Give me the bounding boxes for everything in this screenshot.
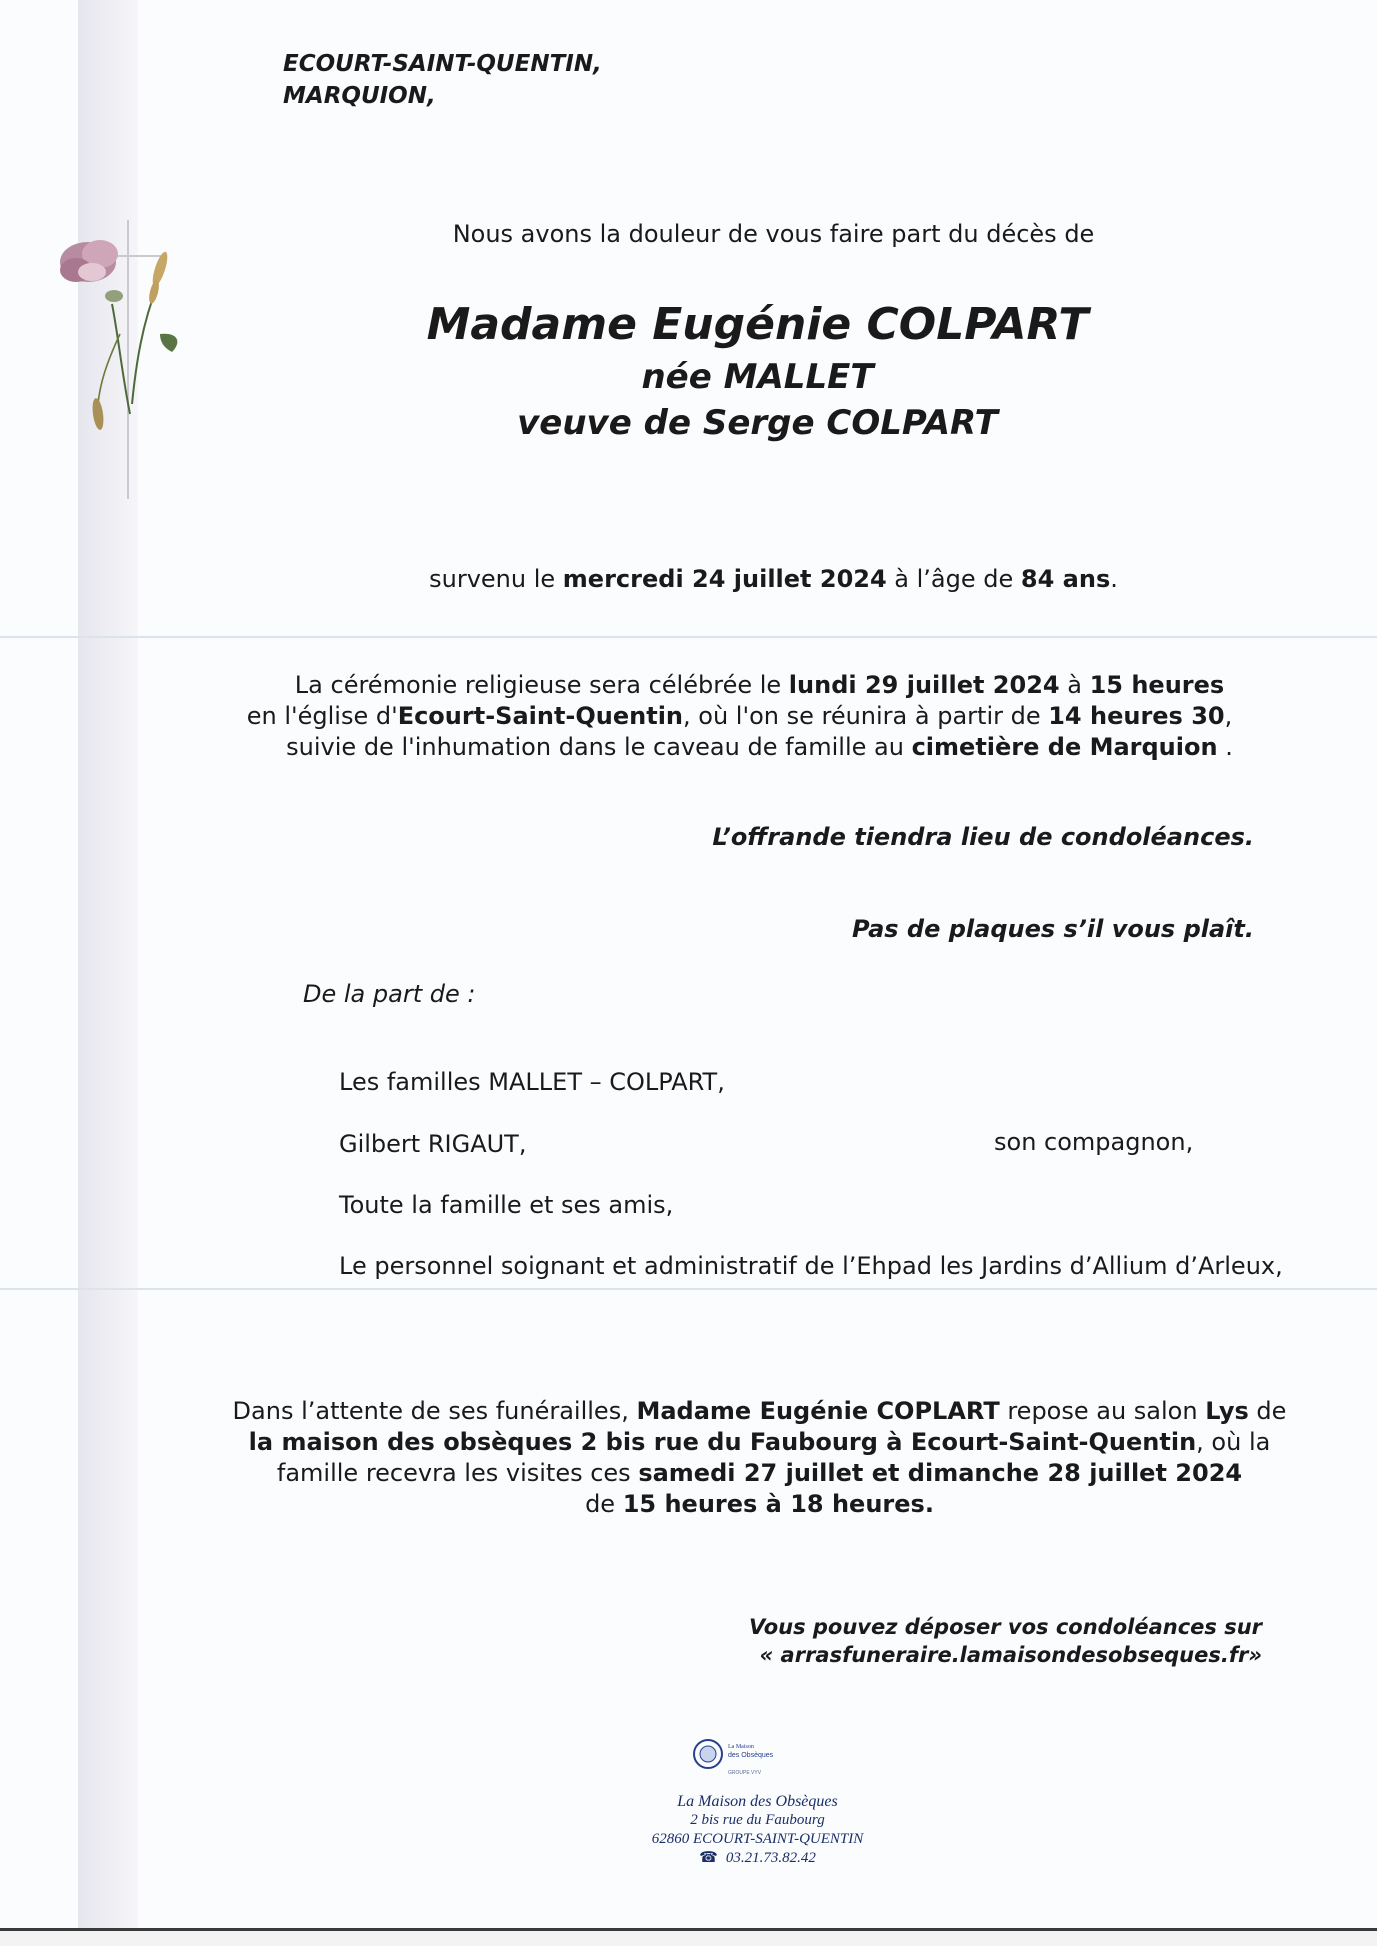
ceremony-text: à xyxy=(1059,671,1090,699)
no-plaques-note: Pas de plaques s’il vous plaît. xyxy=(852,915,1254,943)
ceremony-line-1 xyxy=(142,670,1377,701)
death-text: à l’âge de xyxy=(886,565,1021,593)
funeral-home-place: la maison des obsèques 2 bis rue du Faubourg à Ecourt-Saint-Quentin xyxy=(248,1428,1197,1456)
church-place: Ecourt-Saint-Quentin xyxy=(397,702,684,730)
from-family-friends: Toute la famille et ses amis, xyxy=(339,1191,674,1219)
logo-text-3: GROUPE VYV xyxy=(728,1770,762,1776)
death-date: mercredi 24 juillet 2024 xyxy=(562,565,887,593)
funeral-home-name: La Maison des Obsèques xyxy=(677,1793,838,1810)
condolences-note xyxy=(749,1613,1262,1669)
ceremony-time: 15 heures xyxy=(1089,671,1225,699)
offrande-note: L’offrande tiendra lieu de condoléances. xyxy=(712,823,1254,851)
town-marquion: MARQUION, xyxy=(283,83,436,109)
from-gilbert: Gilbert RIGAUT, xyxy=(339,1130,527,1158)
widow-of: veuve de Serge COLPART xyxy=(517,403,998,443)
death-age: 84 ans xyxy=(1020,565,1111,593)
funeral-home-logo xyxy=(692,1737,778,1781)
ceremony-text: La cérémonie religieuse sera célébrée le xyxy=(294,671,789,699)
ceremony-line-2 xyxy=(102,701,1377,732)
fold-line-bottom xyxy=(0,1288,1377,1290)
ceremony-text: . xyxy=(1217,733,1233,761)
death-statement xyxy=(0,565,1377,593)
death-text: . xyxy=(1110,565,1118,593)
condolences-website: « arrasfuneraire.lamaisondesobseques.fr» xyxy=(759,1643,1262,1667)
condolences-line-1: Vous pouvez déposer vos condoléances sur xyxy=(748,1615,1262,1639)
death-text: survenu le xyxy=(429,565,563,593)
ceremony-paragraph xyxy=(0,670,1377,763)
visitation-text: repose au salon xyxy=(999,1397,1206,1425)
gilbert-role: son compagnon, xyxy=(994,1128,1194,1156)
visitation-paragraph xyxy=(0,1396,1377,1520)
phone-icon: ☎ xyxy=(699,1850,718,1866)
visitation-text: Dans l’attente de ses funérailles, xyxy=(232,1397,637,1425)
visitation-text: famille recevra les visites ces xyxy=(276,1459,639,1487)
visitation-text: , où la xyxy=(1196,1428,1271,1456)
salon-name: Lys xyxy=(1205,1397,1249,1425)
logo-text-1: La Maison xyxy=(728,1744,754,1750)
logo-text-2: des Obsèques xyxy=(728,1752,774,1759)
funeral-home-street: 2 bis rue du Faubourg xyxy=(690,1812,825,1828)
visitation-line-3 xyxy=(142,1458,1377,1489)
ceremony-text: suivie de l'inhumation dans le caveau de famille au xyxy=(286,733,912,761)
town-ecourt: ECOURT-SAINT-QUENTIN, xyxy=(283,51,602,77)
gathering-time: 14 heures 30 xyxy=(1048,702,1225,730)
ceremony-text: en l'église d' xyxy=(246,702,398,730)
funeral-home-city: 62860 ECOURT-SAINT-QUENTIN xyxy=(651,1831,864,1847)
ceremony-line-3 xyxy=(142,732,1377,763)
scanner-background xyxy=(0,1931,1377,1946)
visitation-line-1 xyxy=(142,1396,1377,1427)
cemetery-place: cimetière de Marquion xyxy=(911,733,1218,761)
visitation-hours: 15 heures à 18 heures. xyxy=(622,1490,934,1518)
visitation-text: de xyxy=(585,1490,623,1518)
from-ehpad-staff: Le personnel soignant et administratif de l’Ehpad les Jardins d’Allium d’Arleux, xyxy=(339,1252,1283,1280)
visitation-text: de xyxy=(1248,1397,1287,1425)
ceremony-date: lundi 29 juillet 2024 xyxy=(788,671,1060,699)
visitation-name: Madame Eugénie COPLART xyxy=(636,1397,1000,1425)
from-families: Les familles MALLET – COLPART, xyxy=(339,1068,725,1096)
funeral-home-phone: 03.21.73.82.42 xyxy=(725,1850,816,1866)
fold-line-top xyxy=(0,636,1377,638)
deceased-name-block xyxy=(0,296,1377,446)
visitation-dates: samedi 27 juillet et dimanche 28 juillet 2024 xyxy=(638,1459,1243,1487)
deceased-name: Madame Eugénie COLPART xyxy=(426,299,1089,350)
from-label: De la part de : xyxy=(303,980,476,1008)
ceremony-text: , où l'on se réunira à partir de xyxy=(683,702,1049,730)
ceremony-text: , xyxy=(1224,702,1233,730)
birth-name: née MALLET xyxy=(641,357,874,397)
towns-header xyxy=(283,48,602,112)
funeral-home-address xyxy=(0,1792,1377,1868)
visitation-line-4 xyxy=(142,1489,1377,1520)
intro-text: Nous avons la douleur de vous faire part du décès de xyxy=(452,220,1095,248)
funeral-home-phone-line xyxy=(138,1849,1377,1868)
visitation-line-2 xyxy=(142,1427,1377,1458)
